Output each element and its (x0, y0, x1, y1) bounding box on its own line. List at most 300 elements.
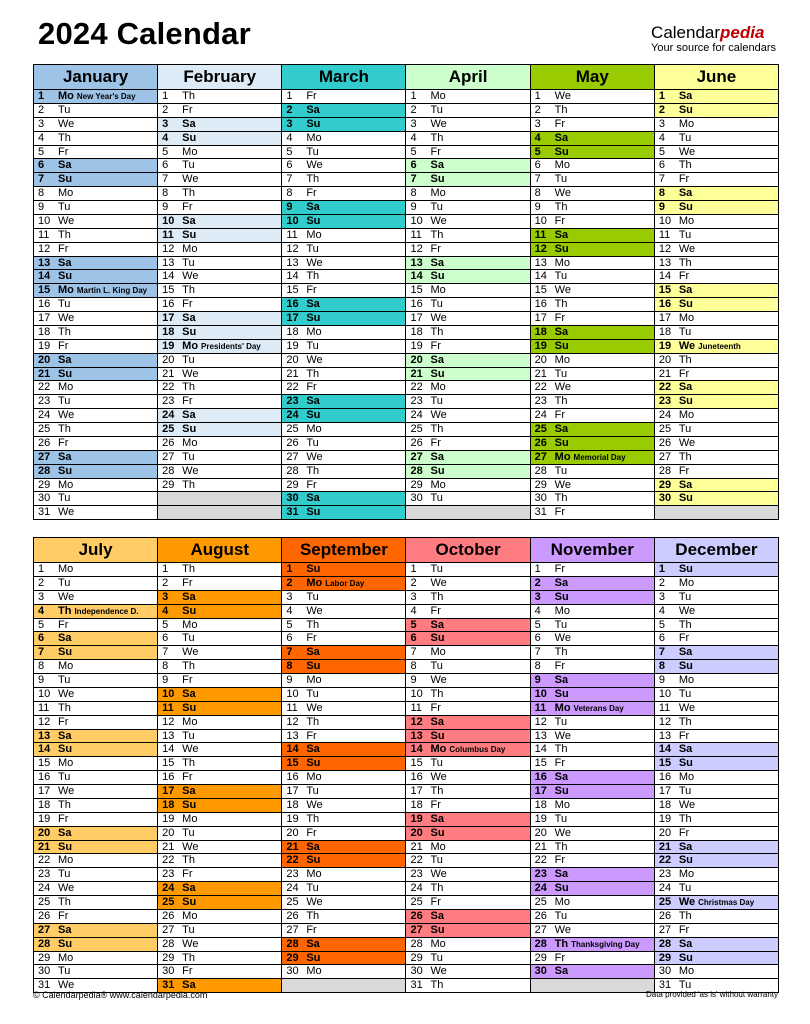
weekday-label: Fr (306, 729, 317, 742)
day-number: 29 (162, 951, 175, 964)
day-cell (282, 924, 405, 938)
day-number: 27 (38, 450, 51, 463)
day-number: 8 (658, 660, 665, 673)
weekday-label: We (306, 450, 323, 463)
day-cell (158, 757, 281, 771)
day-number: 4 (410, 604, 417, 617)
brand-name-plain: Calendar (651, 23, 721, 42)
day-cell (34, 730, 157, 744)
weekday-label: Sa (554, 771, 569, 784)
day-number: 30 (38, 492, 51, 505)
weekday-label: Su (58, 743, 73, 756)
day-number: 18 (410, 798, 423, 811)
day-number: 25 (534, 896, 547, 908)
day-cell (282, 492, 405, 506)
empty-day-cell (655, 506, 778, 520)
day-cell (282, 159, 405, 173)
day-number: 11 (162, 701, 174, 714)
weekday-label: Tu (182, 353, 195, 366)
day-cell (34, 952, 157, 966)
weekday-label: Mo (430, 840, 446, 853)
day-cell (282, 938, 405, 952)
day-number: 26 (658, 436, 672, 449)
day-cell (655, 924, 778, 938)
day-cell (158, 591, 281, 605)
weekday-label: We (678, 145, 696, 158)
day-number: 2 (286, 103, 293, 116)
day-cell (34, 688, 157, 702)
weekday-label: Su (182, 228, 197, 241)
day-number: 5 (658, 145, 665, 158)
day-cell (406, 215, 529, 229)
weekday-label: Tu (306, 785, 319, 797)
weekday-label: We (554, 729, 571, 742)
holiday-label: Veterans Day (573, 703, 624, 713)
day-number: 21 (658, 840, 672, 853)
weekday-label: Tu (182, 256, 195, 269)
day-number: 18 (162, 325, 175, 338)
day-cell (655, 437, 778, 451)
weekday-label: Mo (678, 771, 695, 784)
day-cell (34, 813, 157, 827)
day-cell (531, 104, 654, 118)
weekday-label: Mo (430, 646, 446, 659)
holiday-label: Christmas Day (698, 898, 755, 907)
day-cell (282, 563, 405, 577)
day-number: 30 (286, 492, 299, 505)
weekday-label: Mo (678, 674, 695, 686)
day-cell (531, 854, 654, 868)
day-number: 23 (286, 868, 299, 881)
weekday-label: Su (678, 563, 693, 575)
day-cell (655, 743, 778, 757)
weekday-label: Mo (430, 743, 447, 756)
day-number: 5 (534, 145, 541, 158)
weekday-label: Th (182, 187, 195, 200)
day-cell (282, 326, 405, 340)
day-number: 16 (38, 298, 51, 311)
day-cell (282, 270, 405, 284)
day-number: 11 (534, 228, 547, 241)
day-number: 31 (286, 506, 299, 519)
brand-name (651, 24, 776, 42)
day-cell (655, 409, 778, 423)
day-cell (34, 298, 157, 312)
weekday-label: We (182, 840, 199, 853)
day-number: 13 (38, 729, 51, 742)
day-cell (158, 841, 281, 855)
day-cell (531, 159, 654, 173)
weekday-label: Tu (678, 979, 692, 992)
day-cell (34, 284, 157, 298)
day-cell (34, 354, 157, 368)
day-cell (34, 395, 157, 409)
day-number: 21 (410, 840, 423, 853)
weekday-label: Mo (182, 242, 198, 255)
day-cell (282, 882, 405, 896)
day-cell (158, 965, 281, 979)
day-number: 21 (658, 367, 672, 380)
day-number: 16 (534, 298, 547, 311)
day-number: 31 (658, 979, 672, 992)
weekday-label: We (306, 159, 323, 172)
weekday-label: Fr (306, 923, 317, 936)
weekday-label: Sa (182, 214, 196, 227)
weekday-label: Mo (306, 576, 323, 589)
day-number: 1 (162, 90, 169, 102)
day-number: 19 (658, 339, 672, 352)
day-cell (655, 340, 778, 354)
day-cell (158, 479, 281, 493)
weekday-label: Th (554, 201, 568, 213)
weekday-label: Mo (58, 187, 74, 200)
day-number: 5 (410, 145, 417, 158)
weekday-label: We (678, 339, 696, 352)
day-number: 14 (658, 270, 672, 283)
day-number: 13 (286, 256, 299, 269)
weekday-label: Sa (678, 743, 693, 756)
day-cell (158, 159, 281, 173)
day-cell (655, 395, 778, 409)
page-title: 2024 Calendar (38, 16, 251, 51)
day-cell (531, 938, 654, 952)
day-number: 27 (534, 923, 547, 936)
day-cell (34, 938, 157, 952)
day-cell (282, 437, 405, 451)
weekday-label: Mo (554, 450, 571, 463)
day-cell (655, 173, 778, 187)
day-number: 14 (534, 270, 547, 283)
day-number: 13 (410, 729, 423, 742)
weekday-label: We (182, 173, 199, 186)
month-column-august (158, 537, 282, 993)
day-cell (406, 298, 529, 312)
day-cell (531, 146, 654, 160)
day-cell (655, 632, 778, 646)
day-number: 4 (658, 131, 665, 144)
brand-logo[interactable] (651, 24, 776, 54)
weekday-label: Th (306, 173, 320, 186)
weekday-label: Sa (430, 812, 444, 825)
weekday-label: Mo (430, 284, 446, 297)
day-cell (34, 605, 157, 619)
holiday-label: Labor Day (325, 578, 365, 588)
day-number: 18 (162, 798, 175, 811)
weekday-label: Tu (58, 771, 71, 784)
day-number: 26 (410, 909, 423, 922)
weekday-label: Fr (58, 145, 69, 158)
weekday-label: Tu (554, 909, 568, 922)
weekday-label: Tu (182, 826, 195, 839)
day-number: 15 (658, 284, 672, 297)
day-number: 19 (38, 339, 51, 352)
day-number: 4 (162, 604, 169, 617)
weekday-label: Su (58, 464, 73, 477)
day-cell (655, 132, 778, 146)
weekday-label: Mo (58, 478, 74, 491)
day-number: 25 (410, 423, 423, 435)
weekday-label: Th (182, 90, 195, 102)
day-number: 2 (658, 576, 665, 589)
day-cell (158, 326, 281, 340)
day-cell (531, 591, 654, 605)
day-cell (34, 173, 157, 187)
weekday-label: Sa (554, 868, 569, 881)
weekday-label: Th (182, 951, 195, 964)
weekday-label: We (678, 604, 696, 617)
day-number: 27 (286, 450, 299, 463)
weekday-label: Sa (58, 159, 72, 172)
day-cell (655, 605, 778, 619)
day-cell (282, 257, 405, 271)
weekday-label: Tu (58, 492, 71, 505)
day-cell (34, 312, 157, 326)
day-number: 7 (534, 173, 541, 186)
day-number: 3 (286, 590, 293, 603)
day-number: 6 (658, 159, 665, 172)
day-number: 22 (38, 854, 51, 867)
month-header: September (282, 537, 405, 563)
day-number: 23 (658, 868, 672, 881)
day-cell (655, 591, 778, 605)
day-number: 3 (162, 117, 169, 130)
weekday-label: Mo (182, 436, 198, 449)
day-cell (531, 215, 654, 229)
weekday-label: Su (678, 492, 693, 505)
day-cell (531, 910, 654, 924)
day-cell (655, 243, 778, 257)
weekday-label: Tu (678, 228, 692, 241)
day-cell (34, 187, 157, 201)
weekday-label: Tu (554, 173, 568, 186)
day-number: 29 (658, 951, 672, 964)
day-cell (655, 619, 778, 633)
weekday-label: Su (554, 436, 569, 449)
day-cell (34, 841, 157, 855)
weekday-label: Sa (58, 632, 72, 645)
day-number: 11 (534, 701, 547, 714)
day-cell (406, 423, 529, 437)
day-cell (531, 605, 654, 619)
day-cell (406, 716, 529, 730)
day-cell (158, 423, 281, 437)
day-number: 5 (162, 618, 169, 631)
day-cell (282, 506, 405, 520)
day-cell (655, 479, 778, 493)
day-number: 11 (658, 701, 671, 714)
day-cell (158, 146, 281, 160)
day-cell (406, 465, 529, 479)
weekday-label: Su (58, 840, 73, 853)
day-number: 27 (658, 923, 672, 936)
weekday-label: Fr (554, 409, 566, 422)
day-number: 23 (410, 395, 423, 408)
weekday-label: Fr (678, 632, 690, 645)
day-cell (158, 660, 281, 674)
weekday-label: Th (430, 228, 444, 241)
weekday-label: Fr (678, 367, 690, 380)
day-number: 24 (534, 882, 547, 895)
weekday-label: Su (678, 951, 693, 964)
day-number: 23 (162, 868, 175, 881)
weekday-label: Sa (306, 937, 320, 950)
day-cell (158, 257, 281, 271)
day-cell (531, 229, 654, 243)
weekday-label: Sa (306, 840, 320, 853)
weekday-label: Sa (306, 395, 320, 408)
weekday-label: Th (182, 660, 195, 673)
holiday-label: New Year's Day (76, 92, 136, 101)
day-cell (655, 451, 778, 465)
day-cell (655, 563, 778, 577)
day-number: 14 (410, 270, 423, 283)
day-number: 8 (38, 660, 45, 673)
day-cell (34, 854, 157, 868)
weekday-label: Sa (430, 353, 444, 366)
day-cell (158, 381, 281, 395)
day-number: 9 (286, 674, 293, 686)
day-cell (531, 827, 654, 841)
weekday-label: Sa (58, 729, 72, 742)
day-number: 18 (286, 325, 299, 338)
day-cell (282, 841, 405, 855)
weekday-label: Su (182, 423, 197, 435)
day-cell (531, 465, 654, 479)
weekday-label: Tu (430, 298, 443, 311)
month-column-october (406, 537, 530, 993)
holiday-label: Juneteenth (698, 341, 741, 351)
day-number: 6 (286, 632, 293, 645)
day-cell (282, 479, 405, 493)
day-cell (34, 201, 157, 215)
weekday-label: We (430, 965, 447, 978)
weekday-label: Mo (306, 131, 322, 144)
weekday-label: Th (306, 812, 320, 825)
day-number: 8 (286, 187, 293, 200)
weekday-label: We (430, 117, 447, 130)
weekday-label: Mo (306, 423, 322, 435)
day-number: 28 (534, 937, 547, 950)
day-number: 12 (658, 715, 672, 728)
weekday-label: Th (58, 798, 71, 811)
day-cell (406, 577, 529, 591)
day-cell (406, 743, 529, 757)
day-number: 9 (38, 674, 45, 686)
weekday-label: Tu (306, 339, 319, 352)
day-cell (406, 159, 529, 173)
day-number: 13 (286, 729, 299, 742)
weekday-label: Th (430, 785, 444, 797)
day-number: 3 (534, 590, 541, 603)
weekday-label: Mo (306, 868, 322, 881)
weekday-label: Mo (58, 854, 74, 867)
weekday-label: Fr (678, 826, 690, 839)
weekday-label: Tu (182, 923, 195, 936)
day-cell (655, 813, 778, 827)
weekday-label: Fr (430, 242, 441, 255)
day-cell (158, 577, 281, 591)
day-number: 8 (38, 187, 45, 200)
day-number: 13 (162, 256, 175, 269)
day-number: 20 (38, 826, 51, 839)
day-number: 10 (410, 214, 423, 227)
weekday-label: Th (554, 937, 569, 950)
day-cell (655, 270, 778, 284)
weekday-label: Th (182, 284, 195, 297)
weekday-label: Mo (58, 381, 74, 394)
weekday-label: Su (678, 757, 693, 770)
day-number: 27 (410, 450, 423, 463)
weekday-label: Su (554, 882, 569, 895)
weekday-label: We (182, 937, 199, 950)
weekday-label: Th (554, 492, 568, 505)
day-number: 22 (534, 854, 547, 867)
weekday-label: Su (306, 951, 321, 964)
day-number: 2 (38, 103, 45, 116)
weekday-label: Th (182, 381, 195, 394)
day-number: 8 (658, 187, 665, 200)
day-cell (282, 660, 405, 674)
day-cell (282, 146, 405, 160)
day-number: 19 (286, 339, 299, 352)
day-cell (34, 340, 157, 354)
weekday-label: Sa (430, 256, 444, 269)
weekday-label: Th (678, 715, 692, 728)
weekday-label: Fr (430, 798, 441, 811)
weekday-label: Tu (430, 492, 443, 505)
day-cell (34, 104, 157, 118)
weekday-label: Sa (554, 576, 569, 589)
month-column-march (282, 64, 406, 520)
weekday-label: Su (678, 854, 693, 867)
weekday-label: Fr (430, 896, 441, 908)
weekday-label: Th (554, 840, 568, 853)
day-cell (406, 646, 529, 660)
weekday-label: Th (58, 228, 71, 241)
day-cell (282, 619, 405, 633)
day-number: 2 (286, 576, 293, 589)
weekday-label: Su (430, 270, 445, 283)
day-number: 7 (162, 646, 169, 659)
weekday-label: Su (58, 270, 73, 283)
brand-tagline: Your source for calendars (651, 42, 776, 54)
day-number: 30 (658, 492, 672, 505)
day-number: 6 (38, 632, 45, 645)
weekday-label: Su (554, 145, 569, 158)
day-number: 4 (286, 131, 293, 144)
day-number: 18 (286, 798, 299, 811)
weekday-label: Th (306, 618, 320, 631)
day-cell (406, 173, 529, 187)
day-number: 18 (534, 798, 547, 811)
day-cell (282, 854, 405, 868)
weekday-label: Fr (554, 951, 566, 964)
day-cell (406, 229, 529, 243)
day-number: 22 (286, 854, 299, 867)
weekday-label: Tu (306, 882, 319, 895)
day-cell (158, 910, 281, 924)
day-number: 13 (162, 729, 175, 742)
weekday-label: Su (554, 687, 569, 700)
day-number: 23 (38, 395, 51, 408)
weekday-label: Sa (182, 882, 196, 895)
day-cell (406, 702, 529, 716)
weekday-label: Th (430, 325, 444, 338)
day-number: 28 (658, 464, 672, 477)
weekday-label: Th (554, 743, 568, 756)
day-cell (531, 730, 654, 744)
weekday-label: We (554, 284, 571, 297)
